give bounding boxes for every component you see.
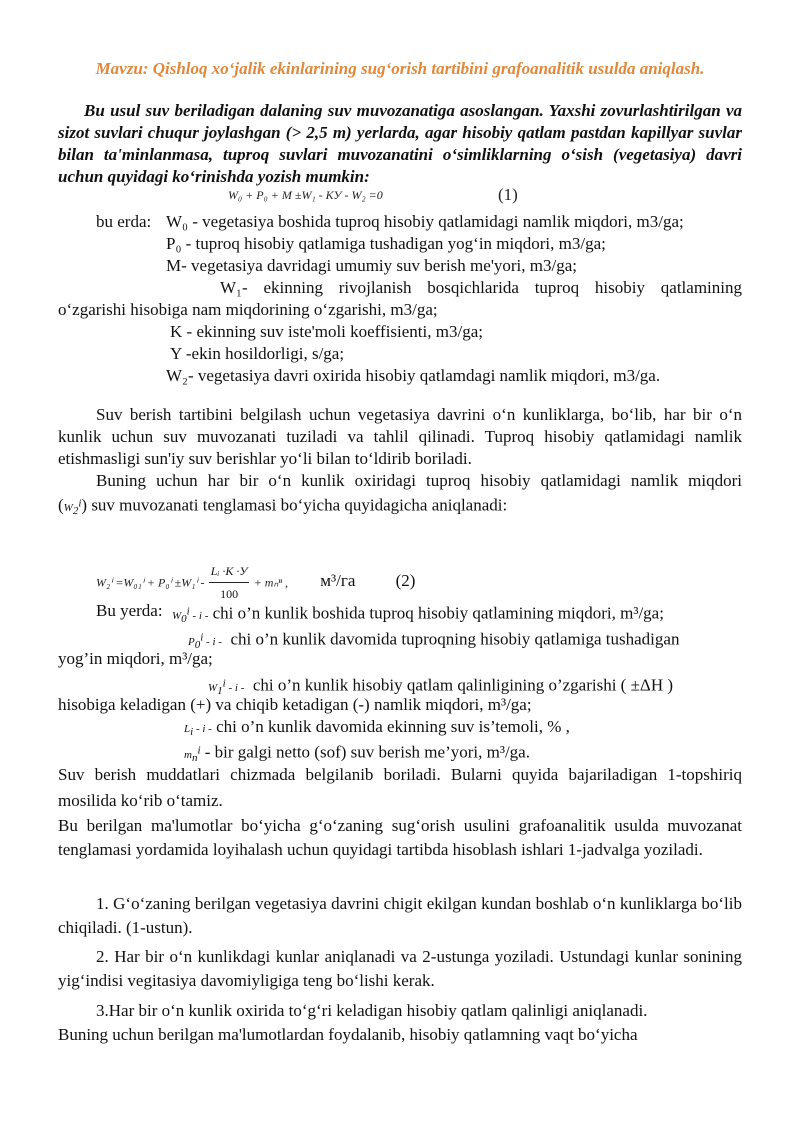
def-m: M- vegetasiya davridagi umumiy suv berish me'yori, m3/ga; — [166, 256, 577, 275]
def-w1-line2: o‘zgarishi hisobiga nam miqdorining o‘zgarishi, m3/ga; — [58, 300, 438, 319]
def-w0: W₀ - vegetasiya boshida tuproq hisobiy qatlamidagi namlik miqdori, m3/ga; — [166, 212, 684, 231]
def-w1-line1: W₁- ekinning rivojlanish bosqichlarida tuproq hisobiy qatlamining — [220, 278, 742, 297]
def-k: K - ekinning suv iste'moli koeffisienti, m3/ga; — [170, 322, 483, 341]
paragraph-4: Bu berilgan ma'lumotlar bo‘yicha g‘o‘zaning sug‘orish usulini grafoanalitik usulda muvozanat tenglamasi yordamida loyihalash uchun quyidagi tartibda hisoblash ishlari 1-jadvalga yoziladi. — [58, 816, 742, 859]
defs2-lead: Bu yerda: — [96, 601, 163, 620]
equation-2-number: (2) — [395, 571, 416, 591]
def2-w1-line1: $W_1^i$ - i - chi o’n kunlik hisobiy qatlam qalinligining o’zgarishi ( ±ΔH ) — [208, 675, 674, 697]
equation-1-number: (1) — [498, 185, 518, 204]
def2-l: $L_i$ - i - chi o’n kunlik davomida ekinning suv is’temoli, % , — [184, 717, 570, 739]
paragraph-2-line1: Buning uchun har bir o‘n kunlik oxiridagi tuproq hisobiy qatlamidagi namlik miqdori — [96, 471, 742, 490]
def2-p0-line1: $P_0^i$ - i - chi o’n kunlik davomida tuproqning hisobiy qatlamiga tushadigan — [188, 629, 680, 651]
paragraph-2-tail: ) suv muvozanati tenglamasi bo‘yicha quyidagicha aniqlanadi: — [81, 495, 508, 515]
equation-2 — [96, 560, 716, 605]
equation-1-formula: W₀ + P₀ + M ±W₁ - КУ - W₂ =0 — [228, 188, 383, 202]
def-y: Y -ekin hosildorligi, s/ga; — [170, 344, 345, 363]
paragraph-3: Suv berish muddatlari chizmada belgilanib boriladi. Bularni quyida bajariladigan 1-topshiriq mosilida ko‘rib o‘tamiz. — [58, 765, 742, 810]
equation-2-rhs: + mₙⁿ , — [253, 575, 289, 590]
list-item-3-line1: 3.Har bir o‘n kunlik oxirida to‘g‘ri keladigan hisobiy qatlam qalinligi aniqlanadi. — [96, 1001, 648, 1020]
equation-1 — [228, 185, 698, 204]
def-p0: P₀ - tuproq hisobiy qatlamiga tushadigan yog‘in miqdori, m3/ga; — [166, 234, 606, 253]
equation-2-denominator: 100 — [220, 587, 239, 601]
equation-2-unit: м³/га — [320, 571, 356, 591]
equation-2-fraction — [209, 560, 250, 605]
def-w2: W₂- vegetasiya davri oxirida hisobiy qatlamdagi namlik miqdori, m3/ga. — [166, 366, 661, 385]
page-title: Mavzu: Qishloq xo‘jalik ekinlarining sug‘orish tartibini grafoanalitik usulda aniqlash. — [95, 59, 705, 78]
defs1-lead: bu erda: — [96, 212, 152, 231]
def2-m: $m_n^i$ - bir galgi netto (sof) suv berish me’yori, m³/ga. — [184, 742, 530, 764]
equation-2-lhs: W₂ⁱ =W₀₁ⁱ + P₀ⁱ ±W₁ⁱ - — [96, 575, 205, 590]
def2-w0: $W_0^i$ - i - chi o’n kunlik boshida tuproq hisobiy qatlamining miqdori, m³/ga; — [172, 603, 664, 625]
list-item-3-line2: Buning uchun berilgan ma'lumotlardan foydalanib, hisobiy qatlamning vaqt bo‘yicha — [58, 1025, 638, 1044]
intro-paragraph: Bu usul suv beriladigan dalaning suv muvozanatiga asoslangan. Yaxshi zovurlashtirilgan va sizot suvlari chuqur joylashgan (> 2,5 m) yerlarda, agar hisobiy qatlam pastdan kapillyar suvlar bilan ta'minlanmasa, tuproq suvlari muvozanatini o‘simliklarning o‘sish (vegetasiya) davri uchun quyidagi ko‘rinishda yozish mumkin: — [58, 101, 742, 186]
list-item-1: 1. G‘o‘zaning berilgan vegetasiya davrini chigit ekilgan kundan boshlab o‘n kunliklarga bo‘lib chiqiladi. (1-ustun). — [58, 894, 742, 937]
list-item-2: 2. Har bir o‘n kunlikdagi kunlar aniqlanadi va 2-ustunga yoziladi. Ustundagi kunlar sonining yig‘indisi vegitasiya davomiyligiga teng bo‘lishi kerak. — [58, 947, 742, 990]
paragraph-1: Suv berish tartibini belgilash uchun vegetasiya davrini o‘n kunliklarga, bo‘lib, har bir o‘n kunlik uchun suv muvozanati tuziladi va tahlil qilinadi. Tuproq hisobiy qatlamidagi namlik etishmasligi sun'iy suv berishlar yo‘li bilan to‘ldirib boriladi. — [58, 405, 742, 468]
paragraph-2-line2: $(W_2^i)$ suv muvozanati tenglamasi bo‘yicha quyidagicha aniqlanadi: — [58, 495, 508, 517]
def2-w1-line2: hisobiga keladigan (+) va chiqib ketadigan (-) namlik miqdori, m³/ga; — [58, 695, 532, 714]
w2-symbol: $W_2^i$ — [63, 497, 82, 517]
def2-p0-line2: yog’in miqdori, m³/ga; — [58, 649, 213, 668]
equation-2-numerator: Lᵢ ·K ·У — [209, 560, 250, 583]
